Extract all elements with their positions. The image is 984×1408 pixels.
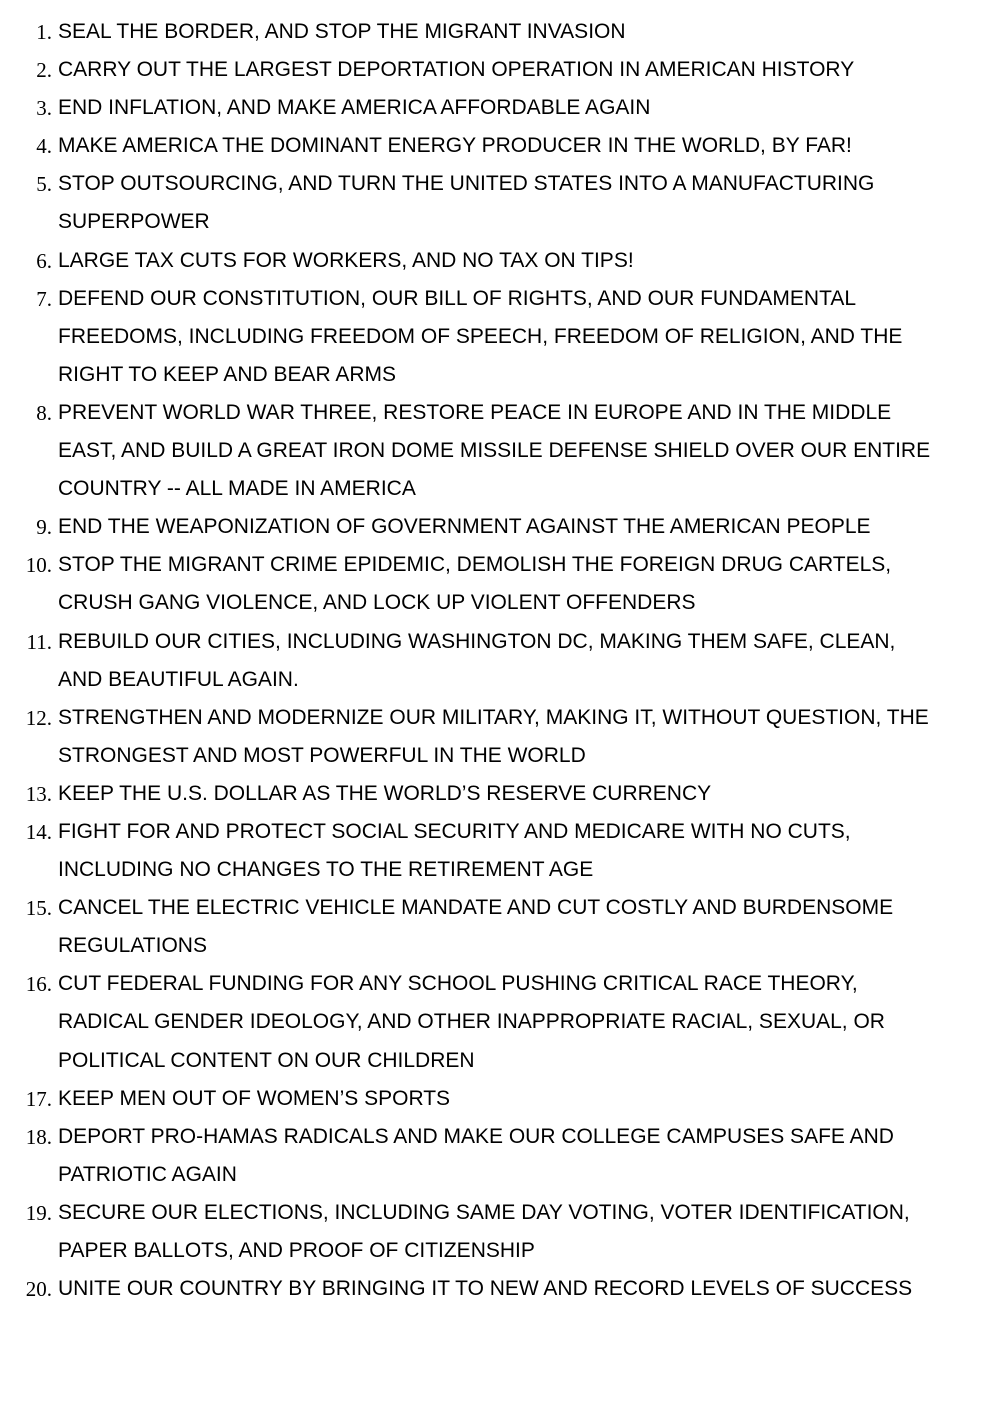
item-text: STOP OUTSOURCING, AND TURN THE UNITED STATES INTO A MANUFACTURING SUPERPOWER [58,172,875,234]
item-number: 20. [25,1277,52,1302]
item-number: 8. [36,400,52,425]
item-number: 1. [36,20,52,44]
item-number: 10. [25,553,52,578]
item-number: 14. [25,819,52,844]
item-text: CUT FEDERAL FUNDING FOR ANY SCHOOL PUSHING CRITICAL RACE THEORY, RADICAL GENDER IDEOLOGY, AND OTHER INAPPROPRIATE RACIAL, SEXUAL, OR POLITICAL CONTENT ON OUR CHILDREN [58,972,885,1072]
list-item [0,508,984,546]
item-text: MAKE AMERICA THE DOMINANT ENERGY PRODUCER IN THE WORLD, BY FAR! [58,134,852,158]
item-number: 6. [36,248,52,273]
item-text: CANCEL THE ELECTRIC VEHICLE MANDATE AND CUT COSTLY AND BURDENSOME REGULATIONS [58,896,894,958]
item-number: 2. [36,58,52,83]
list-item [0,1080,984,1118]
list-item [0,13,984,51]
item-text: SECURE OUR ELECTIONS, INCLUDING SAME DAY VOTING, VOTER IDENTIFICATION, PAPER BALLOTS, AND PROOF OF CITIZENSHIP [58,1200,910,1262]
item-number: 11. [26,629,52,654]
item-number: 4. [36,134,52,159]
item-number: 7. [36,286,52,311]
item-text: DEPORT PRO-HAMAS RADICALS AND MAKE OUR COLLEGE CAMPUSES SAFE AND PATRIOTIC AGAIN [58,1124,894,1186]
list-item [0,699,984,775]
list-item [0,775,984,813]
item-number: 19. [25,1200,52,1225]
list-item [0,546,984,622]
list-item [0,51,984,89]
list-item [0,1270,984,1308]
list-item [0,965,984,1079]
item-text: KEEP MEN OUT OF WOMEN’S SPORTS [58,1086,451,1110]
item-number: 18. [25,1124,52,1149]
list-item [0,280,984,394]
item-text: STRENGTHEN AND MODERNIZE OUR MILITARY, MAKING IT, WITHOUT QUESTION, THE STRONGEST AND MOST POWERFUL IN THE WORLD [58,705,929,767]
item-text: FIGHT FOR AND PROTECT SOCIAL SECURITY AND MEDICARE WITH NO CUTS, INCLUDING NO CHANGES TO THE RETIREMENT AGE [58,819,851,882]
item-text: REBUILD OUR CITIES, INCLUDING WASHINGTON DC, MAKING THEM SAFE, CLEAN, AND BEAUTIFUL AGAIN. [58,629,896,691]
item-number: 17. [25,1086,52,1111]
item-text: STOP THE MIGRANT CRIME EPIDEMIC, DEMOLISH THE FOREIGN DRUG CARTELS, CRUSH GANG VIOLENCE, AND LOCK UP VIOLENT OFFENDERS [58,553,892,615]
item-text: UNITE OUR COUNTRY BY BRINGING IT TO NEW AND RECORD LEVELS OF SUCCESS [58,1277,913,1301]
list-item [0,127,984,165]
item-text: DEFEND OUR CONSTITUTION, OUR BILL OF RIGHTS, AND OUR FUNDAMENTAL FREEDOMS, INCLUDING FREEDOM OF SPEECH, FREEDOM OF RELIGION, AND THE RIGHT TO KEEP AND BEAR ARMS [58,286,903,386]
item-text: PREVENT WORLD WAR THREE, RESTORE PEACE IN EUROPE AND IN THE MIDDLE EAST, AND BUILD A GREAT IRON DOME MISSILE DEFENSE SHIELD OVER OUR ENTIRE COUNTRY -- ALL MADE IN AMERICA [58,400,931,501]
item-text: LARGE TAX CUTS FOR WORKERS, AND NO TAX ON TIPS! [58,248,634,272]
item-text: END THE WEAPONIZATION OF GOVERNMENT AGAINST THE AMERICAN PEOPLE [58,515,871,539]
list-item [0,242,984,280]
list-item [0,89,984,127]
item-text: END INFLATION, AND MAKE AMERICA AFFORDABLE AGAIN [58,96,651,120]
item-number: 9. [36,515,52,540]
list-item [0,889,984,965]
item-text: SEAL THE BORDER, AND STOP THE MIGRANT INVASION [58,20,626,43]
item-number: 5. [36,172,52,197]
list-item [0,1118,984,1194]
list-item [0,394,984,508]
item-text: KEEP THE U.S. DOLLAR AS THE WORLD’S RESERVE CURRENCY [58,781,712,805]
list-item [0,623,984,699]
list-item [0,165,984,241]
item-text: CARRY OUT THE LARGEST DEPORTATION OPERATION IN AMERICAN HISTORY [58,58,855,82]
item-number: 12. [25,705,52,730]
item-number: 3. [36,96,52,121]
item-number: 16. [25,972,52,997]
item-number: 13. [25,781,52,806]
list-item [0,1194,984,1270]
numbered-list [0,13,984,1308]
list-item [0,813,984,889]
item-number: 15. [25,896,52,921]
